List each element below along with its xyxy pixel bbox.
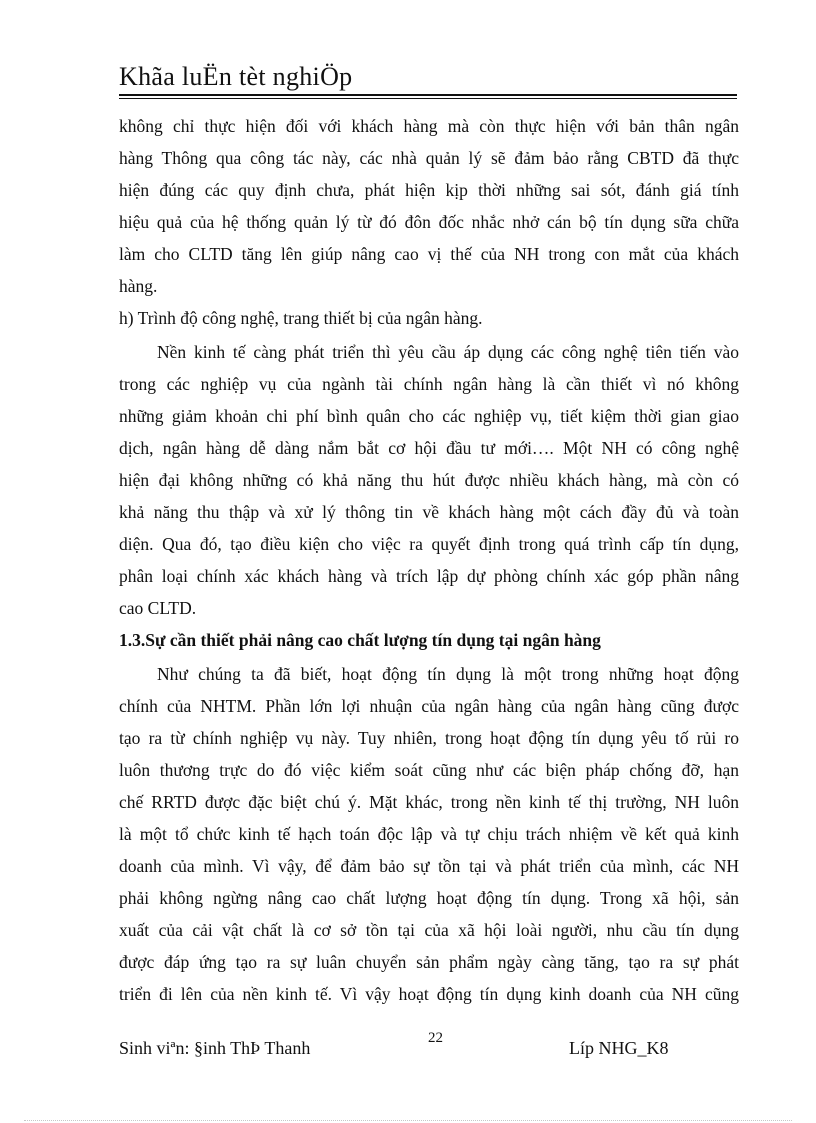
body-line: diện. Qua đó, tạo điều kiện cho việc ra quyết định trong quá trình cấp tín dụng,	[119, 534, 739, 554]
body-line: hiện đúng các quy định chưa, phát hiện kịp thời những sai sót, đánh giá tính	[119, 180, 739, 200]
body-line: hiệu quả của hệ thống quản lý từ đó đôn đốc nhắc nhở cán bộ tín dụng sữa chữa	[119, 212, 739, 232]
body-line: chế RRTD được đặc biệt chú ý. Mặt khác, trong nền kinh tế thị trường, NH luôn	[119, 792, 739, 812]
subheading: h) Trình độ công nghệ, trang thiết bị của ngân hàng.	[119, 308, 483, 328]
body-line: cao CLTD.	[119, 598, 197, 618]
page-number: 22	[428, 1030, 443, 1046]
body-line: hiện đại không những có khả năng thu hút được nhiều khách hàng, mà còn có	[119, 470, 739, 490]
body-line: là một tổ chức kinh tế hạch toán độc lập và tự chịu trách nhiệm về kết quả kinh	[119, 824, 739, 844]
body-line: luôn thương trực do đó việc kiểm soát cũng như các biện pháp chống đỡ, hạn	[119, 760, 739, 780]
paragraph-first-line: Nền kinh tế càng phát triển thì yêu cầu áp dụng các công nghệ tiên tiến vào	[157, 342, 739, 362]
section-heading: 1.3.Sự cần thiết phải nâng cao chất lượng tín dụng tại ngân hàng	[119, 630, 601, 650]
body-line: trong các nghiệp vụ của ngành tài chính ngân hàng là cần thiết vì nó không	[119, 374, 739, 394]
body-line: phân loại chính xác khách hàng và trích lập dự phòng chính xác góp phần nâng	[119, 566, 739, 586]
body-line: phải không ngừng nâng cao chất lượng hoạt động tín dụng. Trong xã hội, sản	[119, 888, 739, 908]
body-line: dịch, ngân hàng dễ dàng nắm bắt cơ hội đầu tư mới…. Một NH có công nghệ	[119, 438, 739, 458]
body-line: hàng.	[119, 276, 158, 296]
page-bottom-divider	[24, 1120, 792, 1121]
header-title: Khãa luËn tèt nghiÖp	[119, 62, 353, 91]
body-line: hàng Thông qua công tác này, các nhà quản lý sẽ đảm bảo rằng CBTD đã thực	[119, 148, 739, 168]
body-line: tạo ra từ chính nghiệp vụ này. Tuy nhiên, trong hoạt động tín dụng yêu tố rủi ro	[119, 728, 739, 748]
body-line: xuất của cải vật chất là cơ sở tồn tại của xã hội loài người, nhu cầu tín dụng	[119, 920, 739, 940]
body-line: khả năng thu thập và xử lý thông tin về khách hàng một cách đầy đủ và toàn	[119, 502, 739, 522]
paragraph-first-line: Như chúng ta đã biết, hoạt động tín dụng là một trong những hoạt động	[157, 664, 739, 684]
body-line: triển đi lên của nền kinh tế. Vì vậy hoạt động tín dụng kinh doanh của NH cũng	[119, 984, 739, 1004]
body-line: chính của NHTM. Phần lớn lợi nhuận của ngân hàng của ngân hàng cũng được	[119, 696, 739, 716]
footer-class: Líp NHG_K8	[569, 1038, 669, 1058]
body-line: doanh của mình. Vì vậy, để đảm bảo sự tồn tại và phát triển của mình, các NH	[119, 856, 739, 876]
body-line: những giảm khoản chi phí bình quân cho các nghiệp vụ, tiết kiệm thời gian giao	[119, 406, 739, 426]
footer-student-name: Sinh viªn: §inh ThÞ Thanh	[119, 1038, 311, 1058]
body-line: được đáp ứng tạo ra sự luân chuyển sản phẩm ngày càng tăng, tạo ra sự phát	[119, 952, 739, 972]
body-line: không chỉ thực hiện đối với khách hàng mà còn thực hiện với bản thân ngân	[119, 116, 739, 136]
header-double-rule	[119, 94, 737, 99]
body-line: làm cho CLTD tăng lên giúp nâng cao vị thế của NH trong con mắt của khách	[119, 244, 739, 264]
